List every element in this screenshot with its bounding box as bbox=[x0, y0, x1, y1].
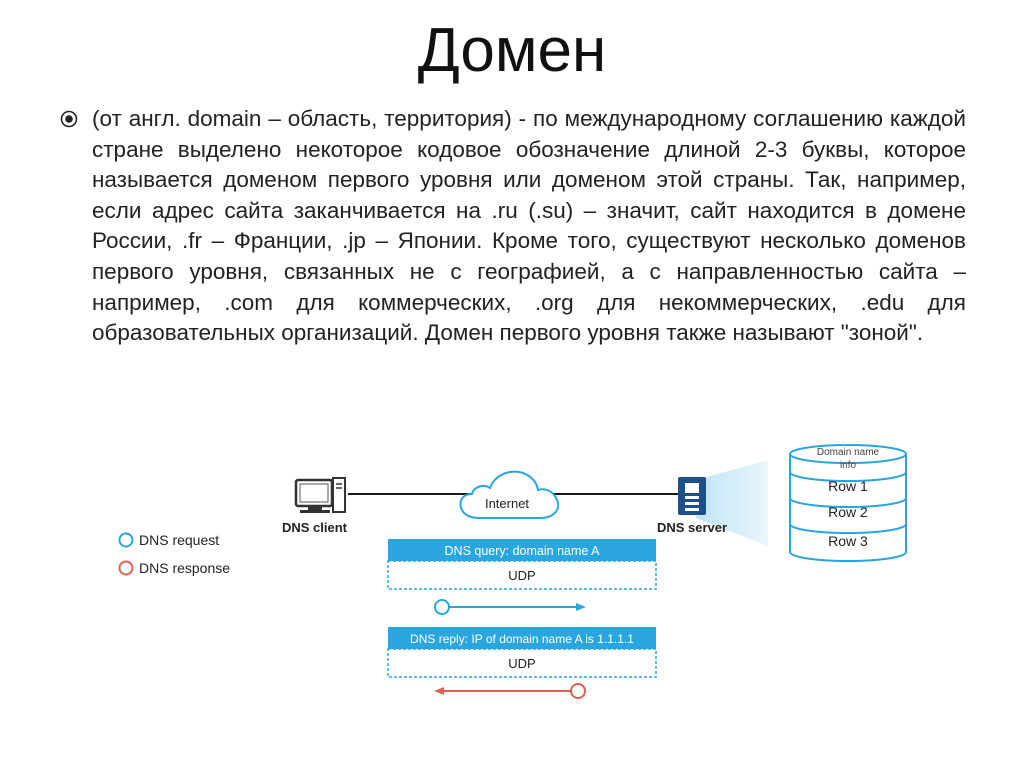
server-icon bbox=[678, 477, 706, 515]
dns-query-udp: UDP bbox=[508, 568, 536, 583]
db-row-1: Row 1 bbox=[828, 478, 868, 494]
bullet-circle-icon bbox=[60, 110, 78, 128]
dns-reply-udp: UDP bbox=[508, 656, 536, 671]
dns-diagram bbox=[100, 440, 920, 760]
cloud-icon bbox=[460, 472, 558, 518]
internet-label: Internet bbox=[484, 496, 530, 511]
slide-title: Домен bbox=[417, 16, 607, 85]
request-legend-label: DNS request bbox=[139, 532, 220, 548]
response-arrow bbox=[434, 684, 585, 698]
db-row-3: Row 3 bbox=[828, 533, 868, 549]
bullet-paragraph bbox=[60, 104, 966, 349]
request-legend-marker bbox=[120, 534, 133, 547]
dns-server-label: DNS server bbox=[656, 520, 728, 535]
response-legend-label: DNS response bbox=[139, 560, 231, 576]
db-row-2: Row 2 bbox=[828, 504, 868, 520]
dns-query-header: DNS query: domain name A bbox=[444, 544, 600, 558]
db-title-line1: Domain name bbox=[816, 447, 880, 458]
computer-icon bbox=[296, 478, 345, 513]
db-title-line2: info bbox=[839, 460, 857, 471]
response-legend-marker bbox=[120, 562, 133, 575]
dns-client-label: DNS client bbox=[282, 520, 348, 535]
request-arrow bbox=[435, 600, 586, 614]
bullet-text: (от англ. domain – область, территория) - по международному соглашению каждой стране выделено некоторое кодовое обозначение длиной 2-3 буквы, которое называется доменом первого уровня или доменом этой страны. Так, например, если адрес сайта заканчивается на .ru (.su) – значит, сайт находится в домене России, .fr – Франции, .jp – Японии. Кроме того, существуют несколько доменов первого уровня, связанных не с географией, а с направленностью сайта – например, .com для коммерческих, .org для некоммерческих, .edu для образовательных организаций. Домен первого уровня также называют "зоной". bbox=[92, 106, 966, 346]
dns-reply-header: DNS reply: IP of domain name A is 1.1.1.1 bbox=[410, 632, 634, 646]
